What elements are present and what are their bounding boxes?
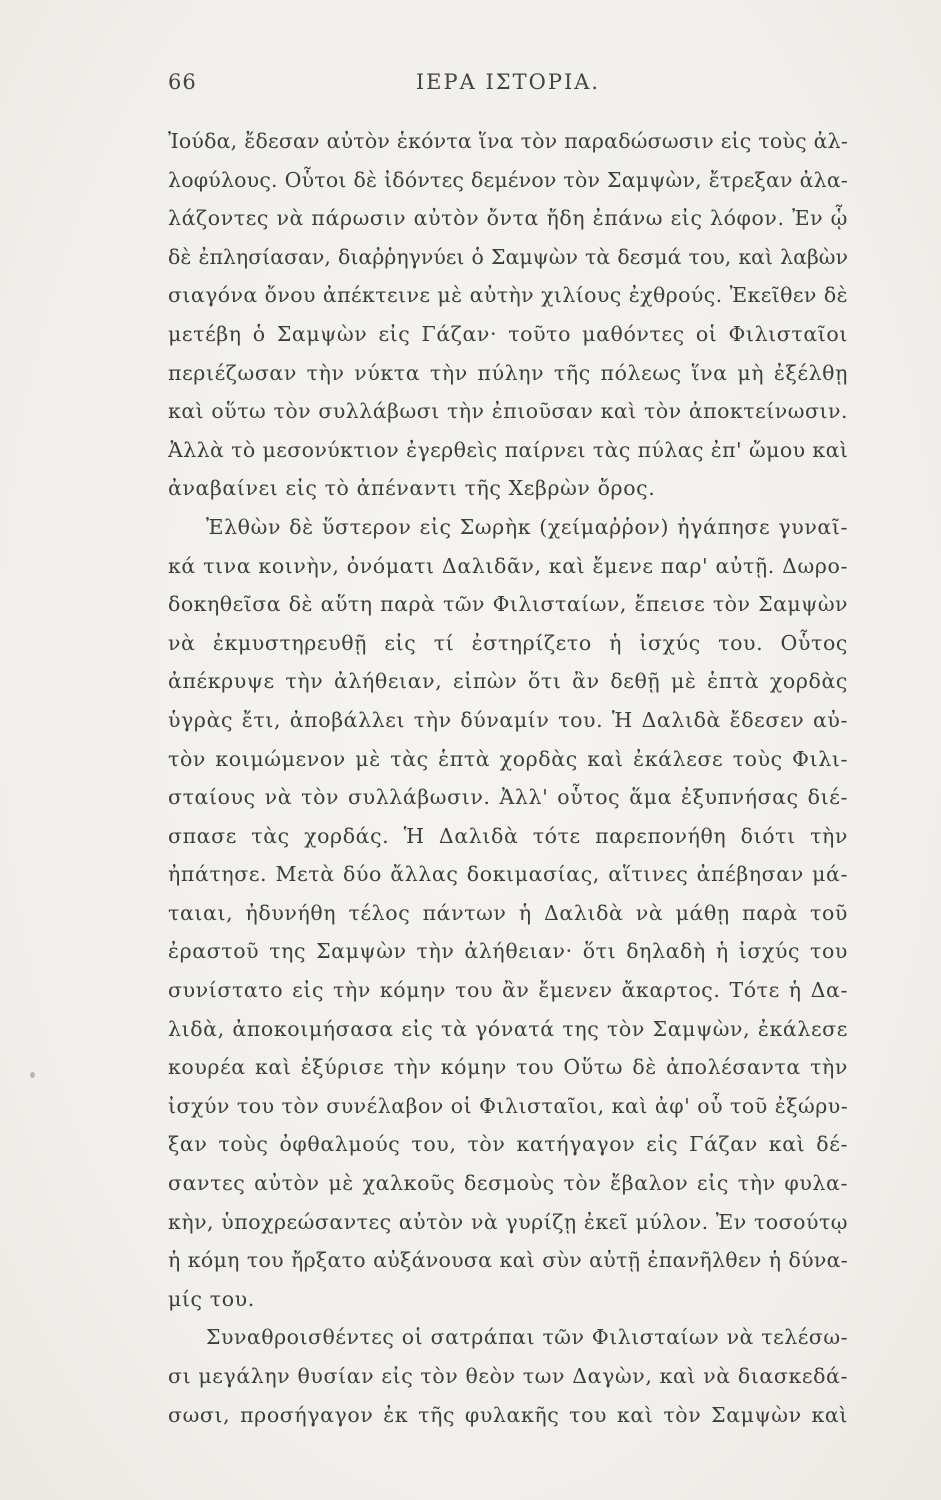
text-line: σιαγόνα ὄνου ἀπέκτεινε μὲ αὐτὴν χιλίους ἐχθρούς. Ἐκεῖθεν δὲ xyxy=(168,283,848,308)
paragraph-start-line: Συναθροισθέντες οἱ σατράπαι τῶν Φιλισταίων νὰ τελέσω- xyxy=(206,1325,848,1350)
text-line: Ἰούδα, ἔδεσαν αὐτὸν ἑκόντα ἵνα τὸν παραδώσωσιν εἰς τοὺς ἀλ- xyxy=(168,129,848,153)
text-line: κὴν, ὑποχρεώσαντες αὐτὸν νὰ γυρίζῃ ἐκεῖ μύλον. Ἐν τοσούτῳ xyxy=(168,1209,848,1234)
text-line: σπασε τὰς χορδάς. Ἡ Δαλιδὰ τότε παρεπονήθη διότι τὴν xyxy=(168,823,848,848)
paragraph-start-line: Ἐλθὼν δὲ ὕστερον εἰς Σωρὴκ (χείμαῤῥον) ἠγάπησε γυναῖ- xyxy=(206,514,848,539)
text-line: λιδὰ, ἀποκοιμήσασα εἰς τὰ γόνατά της τὸν Σαμψὼν, ἐκάλεσε xyxy=(168,1016,848,1041)
text-line: τὸν κοιμώμενον μὲ τὰς ἑπτὰ χορδὰς καὶ ἐκάλεσε τοὺς Φιλι- xyxy=(168,746,848,771)
text-line: δοκηθεῖσα δὲ αὕτη παρὰ τῶν Φιλισταίων, ἔπεισε τὸν Σαμψὼν xyxy=(168,592,848,617)
text-line: ὑγρὰς ἔτι, ἀποβάλλει τὴν δύναμίν του. Ἡ Δαλιδὰ ἔδεσεν αὐ- xyxy=(168,707,848,732)
text-line: λοφύλους. Οὗτοι δὲ ἰδόντες δεμένον τὸν Σαμψὼν, ἔτρεξαν ἀλα- xyxy=(168,167,848,192)
text-line: κουρέα καὶ ἐξύρισε τὴν κόμην του Οὕτω δὲ ἀπολέσαντα τὴν xyxy=(168,1055,848,1080)
paper-speck xyxy=(30,1072,35,1078)
text-line: σι μεγάλην θυσίαν εἰς τὸν θεὸν των Δαγὼν, καὶ νὰ διασκεδά- xyxy=(168,1364,848,1388)
page-header xyxy=(168,70,848,104)
text-line: μίς του. xyxy=(168,1286,255,1311)
text-line: σαντες αὐτὸν μὲ χαλκοῦς δεσμοὺς τὸν ἔβαλον εἰς τὴν φυλα- xyxy=(168,1171,848,1196)
text-line: συνίστατο εἰς τὴν κόμην του ἂν ἔμενεν ἄκαρτος. Τότε ἡ Δα- xyxy=(168,978,848,1003)
text-line: περιέζωσαν τὴν νύκτα τὴν πύλην τῆς πόλεως ἵνα μὴ ἐξέλθῃ xyxy=(168,360,848,385)
text-line: ἡ κόμη του ἤρξατο αὐξάνουσα καὶ σὺν αὐτῇ ἐπανῆλθεν ἡ δύνα- xyxy=(168,1248,848,1273)
text-line: ἀπέκρυψε τὴν ἀλήθειαν, εἰπὼν ὅτι ἂν δεθῇ μὲ ἑπτὰ χορδὰς xyxy=(168,669,848,694)
page-number: 66 xyxy=(168,70,197,94)
text-line: ἰσχύν του τὸν συνέλαβον οἱ Φιλισταῖοι, καὶ ἀφ' οὗ τοῦ ἐξώρυ- xyxy=(168,1093,849,1118)
text-line: νὰ ἐκμυστηρευθῇ εἰς τί ἐστηρίζετο ἡ ἰσχύς του. Οὗτος xyxy=(168,630,848,655)
text-line: δὲ ἐπλησίασαν, διαῤῥηγνύει ὁ Σαμψὼν τὰ δεσμά του, καὶ λαβὼν xyxy=(168,244,848,269)
body-text xyxy=(168,122,848,1434)
text-line: λάζοντες νὰ πάρωσιν αὐτὸν ὄντα ἤδη ἐπάνω εἰς λόφον. Ἐν ᾧ xyxy=(168,206,848,231)
text-line: Ἀλλὰ τὸ μεσονύκτιον ἐγερθεὶς παίρνει τὰς πύλας ἐπ' ὤμου καὶ xyxy=(168,437,849,462)
text-line: μετέβη ὁ Σαμψὼν εἰς Γάζαν· τοῦτο μαθόντες οἱ Φιλισταῖοι xyxy=(168,321,848,346)
text-line: ἀναβαίνει εἰς τὸ ἀπέναντι τῆς Χεβρὼν ὄρος. xyxy=(168,476,656,501)
text-line: κά τινα κοινὴν, ὀνόματι Δαλιδᾶν, καὶ ἔμενε παρ' αὐτῇ. Δωρο- xyxy=(168,553,848,578)
text-line: ξαν τοὺς ὀφθαλμούς του, τὸν κατήγαγον εἰς Γάζαν καὶ δέ- xyxy=(168,1132,848,1157)
text-line: ταιαι, ἠδυνήθη τέλος πάντων ἡ Δαλιδὰ νὰ μάθῃ παρὰ τοῦ xyxy=(168,900,848,925)
running-title: ΙΕΡΑ ΙΣΤΟΡΙΑ. xyxy=(415,70,601,94)
text-line: καὶ οὕτω τὸν συλλάβωσι τὴν ἐπιοῦσαν καὶ τὸν ἀποκτείνωσιν. xyxy=(168,399,848,424)
text-line: ἠπάτησε. Μετὰ δύο ἄλλας δοκιμασίας, αἵτινες ἀπέβησαν μά- xyxy=(168,862,848,887)
text-line: σωσι, προσήγαγον ἐκ τῆς φυλακῆς του καὶ τὸν Σαμψὼν καὶ xyxy=(168,1402,848,1427)
text-line: ἐραστοῦ της Σαμψὼν τὴν ἀλήθειαν· ὅτι δηλαδὴ ἡ ἰσχύς του xyxy=(168,939,848,964)
text-line: σταίους νὰ τὸν συλλάβωσιν. Ἀλλ' οὗτος ἅμα ἐξυπνήσας διέ- xyxy=(168,785,848,810)
